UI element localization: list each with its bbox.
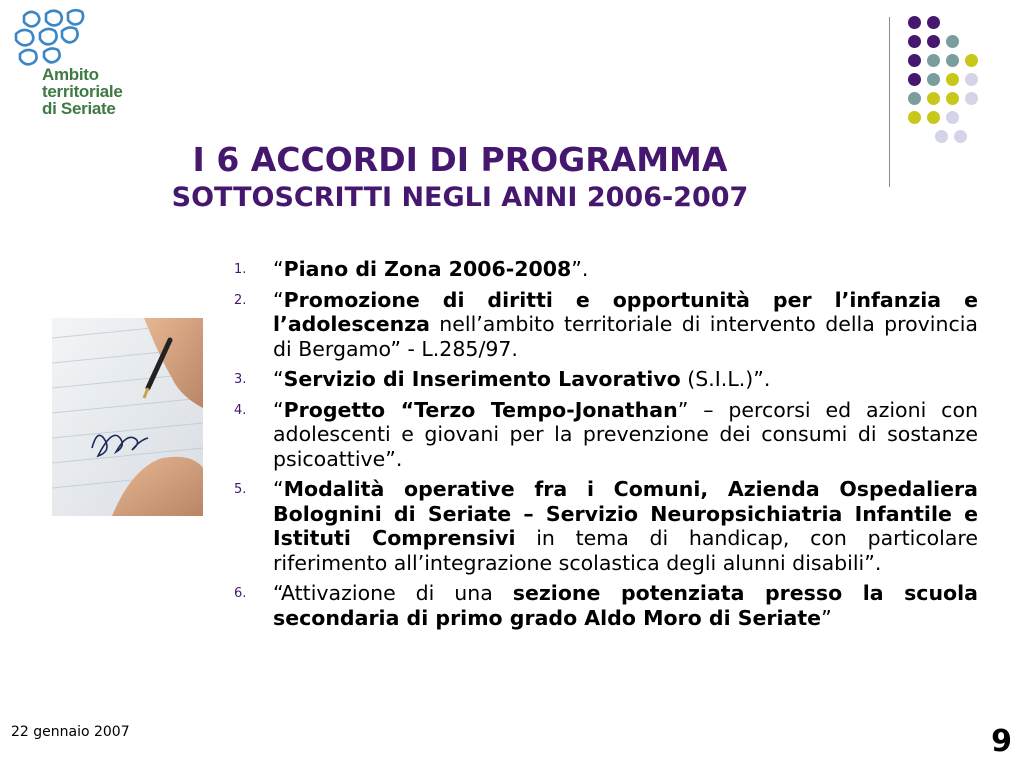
list-item bbox=[228, 288, 978, 362]
list-item-text: “Attivazione di una bbox=[273, 581, 513, 605]
decorative-dot bbox=[946, 111, 959, 124]
logo-text-line3: di Seriate bbox=[42, 99, 116, 118]
decorative-dot bbox=[908, 92, 921, 105]
decorative-dot bbox=[954, 130, 967, 143]
list-item-bold-text: Modalità operative fra i Comuni, Azienda Ospedaliera Bolognini di Seriate – Servizio Neuropsichiatria Infantile e Istituti Comprensivi bbox=[273, 477, 978, 550]
decorative-dot-grid bbox=[908, 16, 1008, 166]
decorative-dot bbox=[965, 73, 978, 86]
list-item-text: “ bbox=[273, 397, 284, 422]
list-item-text: “ bbox=[273, 287, 284, 312]
decorative-dot bbox=[946, 73, 959, 86]
list-item-bold-text: Servizio di Inserimento Lavorativo bbox=[283, 367, 681, 391]
footer-date: 22 gennaio 2007 bbox=[11, 724, 130, 740]
decorative-dot bbox=[908, 54, 921, 67]
decorative-dot bbox=[927, 16, 940, 29]
logo-text-line1: Ambito bbox=[42, 65, 99, 84]
list-item-text: “ bbox=[273, 257, 284, 281]
agreements-list bbox=[228, 257, 978, 636]
list-item-bold-text: sezione potenziata presso la scuola secondaria di primo grado Aldo Moro di Seriate bbox=[273, 581, 978, 630]
list-item-number: 2. bbox=[234, 292, 247, 308]
signature-photo bbox=[52, 318, 203, 516]
decorative-dot bbox=[927, 54, 940, 67]
list-item-text: (S.I.L.)”. bbox=[680, 367, 771, 391]
title-line2: SOTTOSCRITTI NEGLI ANNI 2006-2007 bbox=[171, 182, 749, 213]
decorative-dot bbox=[927, 111, 940, 124]
list-item-text: ” bbox=[821, 605, 832, 630]
list-item-bold-text: Promozione di diritti e opportunità per l’infanzia e l’adolescenza bbox=[273, 287, 978, 336]
decorative-dot bbox=[946, 54, 959, 67]
list-item-text: nell’ambito territoriale di intervento della provincia di Bergamo” - L.285/97. bbox=[273, 312, 978, 361]
decorative-dot bbox=[908, 16, 921, 29]
list-item-number: 1. bbox=[234, 262, 247, 277]
page-number: 9 bbox=[991, 724, 1012, 759]
list-item-text: ”. bbox=[571, 257, 589, 281]
list-item-text: in tema di handicap, con particolare riferimento all’integrazione scolastica degli alunni disabili”. bbox=[273, 526, 978, 575]
list-item bbox=[228, 367, 978, 392]
title-line1: I 6 ACCORDI DI PROGRAMMA bbox=[192, 140, 728, 179]
decorative-dot bbox=[946, 92, 959, 105]
decorative-dot bbox=[927, 35, 940, 48]
ambito-logo bbox=[6, 6, 156, 126]
decorative-dot bbox=[946, 35, 959, 48]
decorative-dot bbox=[935, 130, 948, 143]
list-item-number: 6. bbox=[234, 586, 247, 601]
page-title bbox=[30, 140, 890, 216]
list-item-number: 4. bbox=[234, 402, 247, 418]
list-item-number: 3. bbox=[234, 372, 247, 387]
decorative-dot bbox=[908, 73, 921, 86]
list-item-number: 5. bbox=[234, 482, 247, 497]
decorative-dot bbox=[965, 54, 978, 67]
list-item-text: “ bbox=[273, 367, 284, 391]
decorative-dot bbox=[927, 92, 940, 105]
list-item bbox=[228, 257, 978, 282]
list-item-bold-text: Piano di Zona 2006-2008 bbox=[283, 257, 572, 281]
list-item-text: ” – percorsi ed azioni con adolescenti e giovani per la prevenzione dei consumi di sostanze psicoattive”. bbox=[273, 397, 978, 471]
logo-text-line2: territoriale bbox=[42, 82, 123, 101]
decorative-dot bbox=[965, 92, 978, 105]
decorative-dot bbox=[908, 111, 921, 124]
decorative-dot bbox=[908, 35, 921, 48]
list-item-bold-text: Progetto “Terzo Tempo-Jonathan bbox=[283, 397, 678, 422]
list-item bbox=[228, 581, 978, 630]
list-item bbox=[228, 398, 978, 472]
decorative-dot bbox=[927, 73, 940, 86]
list-item bbox=[228, 477, 978, 575]
list-item-text: “ bbox=[273, 477, 284, 501]
